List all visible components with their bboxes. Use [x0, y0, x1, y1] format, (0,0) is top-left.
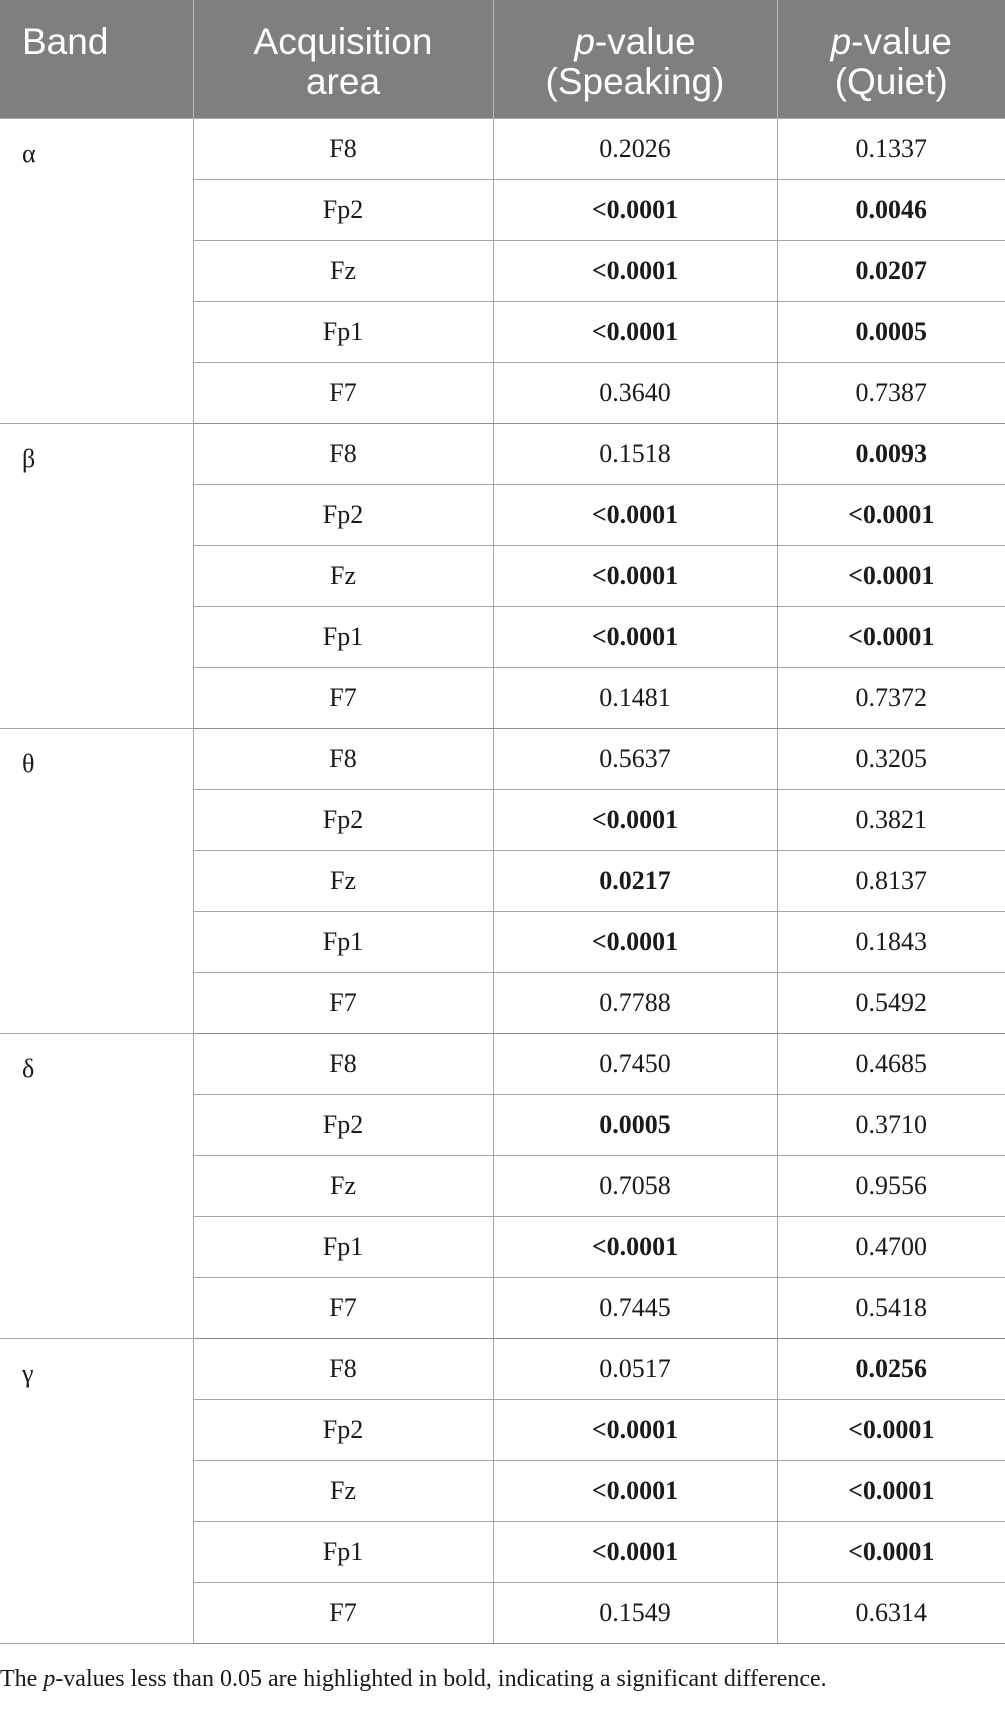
p-value-speaking-cell: <0.0001 — [493, 1460, 777, 1521]
header-area-line2: area — [305, 61, 381, 102]
p-value-speaking-cell: 0.0005 — [493, 1094, 777, 1155]
acquisition-area-cell: F7 — [193, 362, 493, 423]
p-value-speaking-cell: <0.0001 — [493, 606, 777, 667]
p-value-speaking-cell: <0.0001 — [493, 1399, 777, 1460]
p-value-speaking-cell: <0.0001 — [493, 301, 777, 362]
header-area-line1: Acquisition — [253, 21, 433, 62]
p-value-speaking-cell: <0.0001 — [493, 179, 777, 240]
acquisition-area-cell: Fp2 — [193, 789, 493, 850]
p-value-quiet-cell: 0.4700 — [777, 1216, 1005, 1277]
acquisition-area-cell: F8 — [193, 728, 493, 789]
acquisition-area-cell: Fp1 — [193, 911, 493, 972]
header-speaking-line2: (Speaking) — [545, 61, 725, 102]
acquisition-area-cell: F8 — [193, 1033, 493, 1094]
acquisition-area-cell: Fp1 — [193, 301, 493, 362]
acquisition-area-cell: Fp1 — [193, 1216, 493, 1277]
p-value-speaking-cell: 0.0217 — [493, 850, 777, 911]
footnote-prefix: The — [0, 1666, 44, 1692]
band-cell: θ — [0, 728, 193, 1033]
p-value-speaking-cell: 0.1549 — [493, 1582, 777, 1643]
header-speaking-p: p — [574, 21, 595, 62]
p-value-speaking-cell: 0.1518 — [493, 423, 777, 484]
acquisition-area-cell: Fp2 — [193, 484, 493, 545]
p-value-quiet-cell: <0.0001 — [777, 606, 1005, 667]
p-value-speaking-cell: 0.3640 — [493, 362, 777, 423]
band-cell: β — [0, 423, 193, 728]
acquisition-area-cell: Fz — [193, 240, 493, 301]
acquisition-area-cell: F8 — [193, 423, 493, 484]
header-p-value-quiet — [777, 0, 1005, 118]
acquisition-area-cell: Fz — [193, 850, 493, 911]
acquisition-area-cell: Fp2 — [193, 1399, 493, 1460]
p-value-quiet-cell: 0.3205 — [777, 728, 1005, 789]
p-value-quiet-cell: <0.0001 — [777, 1460, 1005, 1521]
p-value-speaking-cell: <0.0001 — [493, 484, 777, 545]
p-value-quiet-cell: 0.1337 — [777, 118, 1005, 179]
p-value-quiet-cell: 0.9556 — [777, 1155, 1005, 1216]
acquisition-area-cell: F7 — [193, 1582, 493, 1643]
table-row — [0, 728, 1005, 789]
p-value-quiet-cell: 0.0046 — [777, 179, 1005, 240]
p-value-speaking-cell: 0.2026 — [493, 118, 777, 179]
acquisition-area-cell: F7 — [193, 1277, 493, 1338]
band-cell: γ — [0, 1338, 193, 1643]
acquisition-area-cell: F7 — [193, 667, 493, 728]
acquisition-area-cell: Fz — [193, 1460, 493, 1521]
acquisition-area-cell: Fp2 — [193, 179, 493, 240]
header-acquisition-area — [193, 0, 493, 118]
table-body — [0, 118, 1005, 1643]
p-value-quiet-cell: 0.3710 — [777, 1094, 1005, 1155]
p-value-speaking-cell: <0.0001 — [493, 911, 777, 972]
p-value-speaking-cell: 0.7788 — [493, 972, 777, 1033]
p-value-speaking-cell: 0.1481 — [493, 667, 777, 728]
acquisition-area-cell: F8 — [193, 118, 493, 179]
p-value-speaking-cell: 0.7450 — [493, 1033, 777, 1094]
p-value-speaking-cell: 0.5637 — [493, 728, 777, 789]
p-value-speaking-cell: 0.7058 — [493, 1155, 777, 1216]
acquisition-area-cell: F7 — [193, 972, 493, 1033]
p-value-speaking-cell: 0.7445 — [493, 1277, 777, 1338]
table-row — [0, 118, 1005, 179]
table-row — [0, 1033, 1005, 1094]
acquisition-area-cell: F8 — [193, 1338, 493, 1399]
header-speaking-line1: -value — [594, 21, 696, 62]
header-quiet-line2: (Quiet) — [834, 61, 948, 102]
p-value-quiet-cell: 0.0005 — [777, 301, 1005, 362]
table-header — [0, 0, 1005, 118]
p-value-quiet-cell: 0.0256 — [777, 1338, 1005, 1399]
table-row — [0, 1338, 1005, 1399]
acquisition-area-cell: Fz — [193, 545, 493, 606]
table-footnote — [0, 1666, 1005, 1693]
header-band — [0, 0, 193, 118]
band-cell: δ — [0, 1033, 193, 1338]
p-value-speaking-cell: <0.0001 — [493, 1216, 777, 1277]
p-value-quiet-cell: 0.1843 — [777, 911, 1005, 972]
footnote-suffix: -values less than 0.05 are highlighted in bold, indicating a significant difference. — [55, 1666, 827, 1692]
p-value-quiet-cell: <0.0001 — [777, 545, 1005, 606]
acquisition-area-cell: Fz — [193, 1155, 493, 1216]
p-value-quiet-cell: 0.7387 — [777, 362, 1005, 423]
p-value-quiet-cell: 0.3821 — [777, 789, 1005, 850]
p-value-quiet-cell: <0.0001 — [777, 484, 1005, 545]
footnote-p: p — [43, 1666, 56, 1692]
acquisition-area-cell: Fp1 — [193, 1521, 493, 1582]
acquisition-area-cell: Fp1 — [193, 606, 493, 667]
acquisition-area-cell: Fp2 — [193, 1094, 493, 1155]
p-value-quiet-cell: 0.5418 — [777, 1277, 1005, 1338]
p-value-speaking-cell: <0.0001 — [493, 789, 777, 850]
p-value-speaking-cell: <0.0001 — [493, 545, 777, 606]
header-row — [0, 0, 1005, 118]
p-value-quiet-cell: 0.6314 — [777, 1582, 1005, 1643]
table-row — [0, 423, 1005, 484]
header-p-value-speaking — [493, 0, 777, 118]
p-value-speaking-cell: 0.0517 — [493, 1338, 777, 1399]
p-value-speaking-cell: <0.0001 — [493, 240, 777, 301]
p-value-speaking-cell: <0.0001 — [493, 1521, 777, 1582]
p-value-quiet-cell: 0.0093 — [777, 423, 1005, 484]
band-cell: α — [0, 118, 193, 423]
p-value-quiet-cell: 0.5492 — [777, 972, 1005, 1033]
p-value-quiet-cell: 0.0207 — [777, 240, 1005, 301]
p-value-quiet-cell: <0.0001 — [777, 1399, 1005, 1460]
p-value-quiet-cell: 0.8137 — [777, 850, 1005, 911]
p-value-quiet-cell: 0.7372 — [777, 667, 1005, 728]
header-quiet-p: p — [830, 21, 852, 62]
header-quiet-line1: -value — [851, 21, 952, 62]
p-value-quiet-cell: 0.4685 — [777, 1033, 1005, 1094]
p-value-quiet-cell: <0.0001 — [777, 1521, 1005, 1582]
header-band-label: Band — [22, 21, 109, 62]
